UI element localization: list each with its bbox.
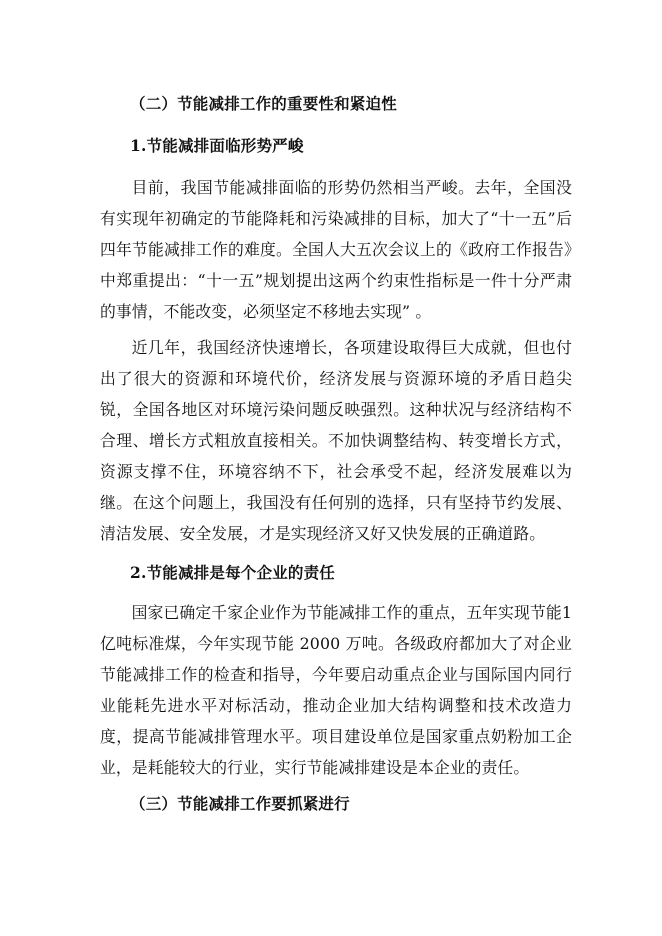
subsection-heading-enterprise-responsibility: 2.节能减排是每个企业的责任 — [130, 563, 335, 582]
section-heading-urgency: （三）节能减排工作要抓紧进行 — [130, 794, 350, 813]
section-heading-importance: （二）节能减排工作的重要性和紧迫性 — [130, 94, 397, 113]
paragraph-economic-growth: 近几年，我国经济快速增长，各项建设取得巨大成就，但也付出了很大的资源和环境代价，经济发展与资源环境的矛盾日趋尖锐，全国各地区对环境污染问题反映强烈。这种状况与经济结构不合理、增长方式粗放直接相关。不加快调整结构、转变增长方式，资源支撑不住，环境容纳不下，社会承受不起，经济发展难以为继。在这个问题上，我国没有任何别的选择，只有坚持节约发展、清洁发展、安全发展，才是实现经济又好又快发展的正确道路。 — [100, 338, 572, 543]
paragraph-current-situation: 目前，我国节能减排面临的形势仍然相当严峻。去年，全国没有实现年初确定的节能降耗和污染减排的目标，加大了“十一五”后四年节能减排工作的难度。全国人大五次会议上的《政府工作报告》中郑重提出：“十一五”规划提出这两个约束性指标是一件十分严肃的事情，不能改变，必须坚定不移地去实现” 。 — [100, 178, 572, 321]
subsection-heading-severe-situation: 1.节能减排面临形势严峻 — [130, 136, 304, 155]
paragraph-enterprise-targets: 国家已确定千家企业作为节能减排工作的重点，五年实现节能1亿吨标准煤，今年实现节能 2000 万吨。各级政府都加大了对企业节能减排工作的检查和指导，今年要启动重点企业与国际国内同行业能耗先进水平对标活动，推动企业加大结构调整和技术改造力度，提高节能减排管理水平。项目建设单位是国家重点奶粉加工企业，是耗能较大的行业，实行节能减排建设是本企业的责任。 — [100, 603, 572, 777]
